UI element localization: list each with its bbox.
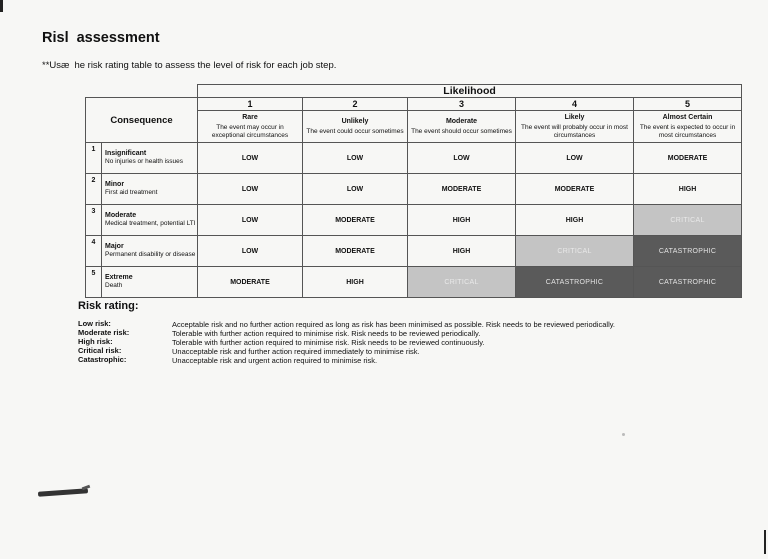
likelihood-name: Rare xyxy=(242,113,258,121)
consequence-cell xyxy=(102,205,198,236)
consequence-cell xyxy=(102,143,198,174)
consequence-row xyxy=(86,236,742,267)
consequence-cell xyxy=(102,174,198,205)
risk-level-cell: CRITICAL xyxy=(408,267,516,298)
consequence-row xyxy=(86,267,742,298)
risk-level-cell: LOW xyxy=(516,143,634,174)
risk-level-cell: MODERATE xyxy=(516,174,634,205)
risk-level-cell: HIGH xyxy=(634,174,742,205)
title-fragment: Risl xyxy=(42,30,69,46)
risk-level-cell: HIGH xyxy=(408,205,516,236)
risk-level-cell: LOW xyxy=(198,205,303,236)
risk-rating-description: Tolerable with further action required to minimise risk. Risk needs to be reviewed continuously. xyxy=(172,338,485,347)
pen-scribble xyxy=(38,488,88,496)
risk-level-cell: CRITICAL xyxy=(516,236,634,267)
risk-level-cell: MODERATE xyxy=(634,143,742,174)
consequence-description: Permanent disability or disease xyxy=(105,251,196,258)
consequence-cell xyxy=(102,267,198,298)
risk-matrix-table xyxy=(85,84,742,298)
risk-rating-label: High risk: xyxy=(78,337,113,346)
title-fragment: assessment xyxy=(76,30,160,46)
corner-blank xyxy=(86,85,198,98)
risk-level-cell: CATASTROPHIC xyxy=(516,267,634,298)
risk-rating-descriptions xyxy=(172,320,615,365)
risk-level-cell: LOW xyxy=(303,143,408,174)
risk-level-cell: HIGH xyxy=(516,205,634,236)
consequence-name: Extreme xyxy=(105,274,133,281)
likelihood-description: The event should occur sometimes xyxy=(411,127,512,135)
scan-edge-mark xyxy=(0,0,3,12)
likelihood-number: 5 xyxy=(634,98,742,111)
consequence-row xyxy=(86,143,742,174)
likelihood-number: 2 xyxy=(303,98,408,111)
consequence-description: Death xyxy=(105,282,123,289)
likelihood-name: Likely xyxy=(564,113,585,121)
risk-rating-description: Unacceptable risk and urgent action required to minimise risk. xyxy=(172,356,378,365)
risk-level-cell: CRITICAL xyxy=(634,205,742,236)
likelihood-header: Likelihood xyxy=(198,85,742,98)
likelihood-number: 3 xyxy=(408,98,516,111)
consequence-row xyxy=(86,205,742,236)
consequence-name: Insignificant xyxy=(105,150,147,157)
scan-speck xyxy=(622,433,625,436)
risk-rating-heading: Risk rating: xyxy=(78,300,139,312)
likelihood-name: Unlikely xyxy=(341,117,369,125)
consequence-name: Moderate xyxy=(105,212,137,219)
likelihood-name: Almost Certain xyxy=(662,113,713,121)
consequence-row xyxy=(86,174,742,205)
risk-level-cell: LOW xyxy=(303,174,408,205)
risk-level-cell: MODERATE xyxy=(303,205,408,236)
likelihood-level-cell xyxy=(634,111,742,143)
consequence-number: 5 xyxy=(86,267,102,298)
risk-rating-labels xyxy=(78,319,129,364)
risk-rating-label: Critical risk: xyxy=(78,346,122,355)
likelihood-description: The event may occur in exceptional circumstances xyxy=(211,123,289,139)
risk-level-cell: LOW xyxy=(198,174,303,205)
risk-rating-description: Unacceptable risk and further action required immediately to minimise risk. xyxy=(172,347,420,356)
consequence-number: 3 xyxy=(86,205,102,236)
consequence-number: 1 xyxy=(86,143,102,174)
likelihood-level-cell xyxy=(198,111,303,143)
consequence-description: First aid treatment xyxy=(105,189,158,196)
instruction-fragment: he risk rating table to assess the level of risk for each job step. xyxy=(74,60,337,71)
risk-level-cell: MODERATE xyxy=(408,174,516,205)
consequence-name: Minor xyxy=(105,181,125,188)
page-title xyxy=(42,30,160,46)
likelihood-level-cell xyxy=(408,111,516,143)
consequence-header: Consequence xyxy=(86,98,198,143)
likelihood-level-cell xyxy=(516,111,634,143)
likelihood-description: The event is expected to occur in most circumstances xyxy=(639,123,736,139)
consequence-cell xyxy=(102,236,198,267)
likelihood-description: The event could occur sometimes xyxy=(306,127,404,135)
risk-rating-label: Low risk: xyxy=(78,319,111,328)
consequence-number: 4 xyxy=(86,236,102,267)
risk-level-cell: LOW xyxy=(198,236,303,267)
likelihood-level-cell xyxy=(303,111,408,143)
risk-level-cell: LOW xyxy=(198,143,303,174)
risk-level-cell: HIGH xyxy=(408,236,516,267)
consequence-number: 2 xyxy=(86,174,102,205)
consequence-description: No injuries or health issues xyxy=(105,158,184,165)
consequence-rows xyxy=(86,143,742,298)
risk-rating-description: Acceptable risk and no further action required as long as risk has been minimised as possible. Risk needs to be reviewed periodically. xyxy=(172,320,616,329)
risk-rating-label: Catastrophic: xyxy=(78,355,127,364)
risk-level-cell: MODERATE xyxy=(303,236,408,267)
consequence-name: Major xyxy=(105,243,124,250)
instruction-fragment: **Usæ xyxy=(42,60,70,71)
likelihood-number: 1 xyxy=(198,98,303,111)
likelihood-name: Moderate xyxy=(445,117,478,125)
risk-level-cell: LOW xyxy=(408,143,516,174)
likelihood-description: The event will probably occur in most circumstances xyxy=(521,123,628,139)
risk-rating-label: Moderate risk: xyxy=(78,328,130,337)
instruction-text xyxy=(42,60,336,71)
risk-level-cell: CATASTROPHIC xyxy=(634,267,742,298)
likelihood-number: 4 xyxy=(516,98,634,111)
risk-rating-description: Tolerable with further action required to minimise risk. Risk needs to be reviewed periodically. xyxy=(172,329,481,338)
risk-level-cell: MODERATE xyxy=(198,267,303,298)
risk-level-cell: HIGH xyxy=(303,267,408,298)
consequence-description: Medical treatment, potential LTI xyxy=(105,220,196,227)
risk-level-cell: CATASTROPHIC xyxy=(634,236,742,267)
scan-edge-mark xyxy=(764,530,766,554)
